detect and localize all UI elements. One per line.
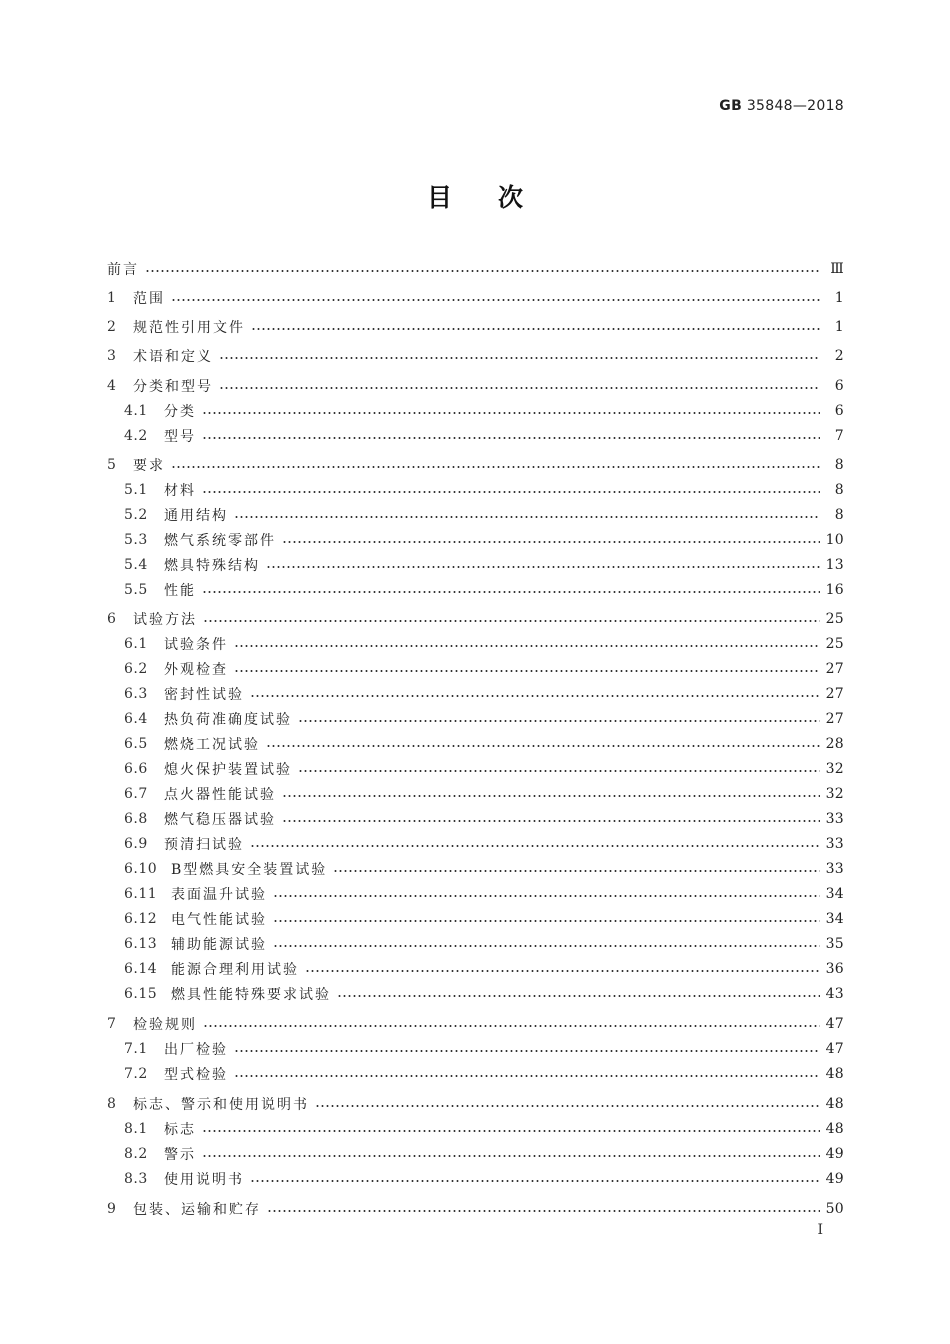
- dot-leader: [202, 491, 820, 493]
- dot-leader: [273, 920, 820, 922]
- toc-entry-label: 分类和型号: [133, 379, 213, 395]
- toc-entry-label: 熄火保护装置试验: [164, 762, 292, 778]
- toc-entry[interactable]: [107, 858, 844, 880]
- toc-entry-label: 燃烧工况试验: [164, 737, 260, 753]
- toc-entry[interactable]: [107, 708, 844, 730]
- toc-entry-number: 6.6: [124, 761, 148, 777]
- dot-leader: [171, 299, 820, 301]
- toc-entry-label: 使用说明书: [164, 1172, 244, 1188]
- toc-entry-page: Ⅲ: [830, 261, 844, 277]
- dot-leader: [202, 1155, 820, 1157]
- standard-number: 35848—2018: [746, 98, 844, 114]
- toc-entry[interactable]: [107, 983, 844, 1005]
- toc-entry[interactable]: [107, 1143, 844, 1165]
- toc-entry-number: 8.2: [124, 1146, 148, 1162]
- toc-entry-number: 6.10: [124, 861, 158, 877]
- toc-entry-label: 型式检验: [164, 1067, 228, 1083]
- toc-entry[interactable]: [107, 633, 844, 655]
- toc-entry-number: 6.8: [124, 811, 148, 827]
- toc-entry-page: 25: [825, 636, 844, 652]
- toc-entry-page: 6: [834, 403, 844, 419]
- toc-entry-label: 警示: [164, 1147, 196, 1163]
- toc-entry[interactable]: [107, 425, 844, 447]
- toc-entry-number: 2: [107, 319, 117, 335]
- toc-entry[interactable]: [107, 883, 844, 905]
- toc-entry[interactable]: [107, 400, 844, 422]
- page-number: I: [817, 1222, 823, 1238]
- toc-entry-label: 分类: [164, 404, 196, 420]
- dot-leader: [202, 1130, 820, 1132]
- toc-entry-number: 6.13: [124, 936, 158, 952]
- toc-entry-number: 4.1: [124, 403, 148, 419]
- toc-entry-page: 28: [825, 736, 844, 752]
- toc-entry-page: 47: [825, 1016, 844, 1032]
- toc-entry-label: 电气性能试验: [171, 912, 267, 928]
- dot-leader: [202, 412, 820, 414]
- toc-entry[interactable]: [107, 375, 844, 397]
- toc-entry-number: 8: [107, 1096, 117, 1112]
- toc-entry-label: 标志、警示和使用说明书: [133, 1097, 309, 1113]
- dot-leader: [250, 845, 820, 847]
- dot-leader: [145, 270, 820, 272]
- toc-entry-number: 9: [107, 1201, 117, 1217]
- toc-entry-label: 标志: [164, 1122, 196, 1138]
- toc-entry-page: 50: [825, 1201, 844, 1217]
- toc-entry-label: 试验条件: [164, 637, 228, 653]
- dot-leader: [315, 1105, 820, 1107]
- toc-entry-page: 7: [834, 428, 844, 444]
- toc-entry-label: 外观检查: [164, 662, 228, 678]
- toc-entry-page: 13: [825, 557, 844, 573]
- toc-entry-page: 34: [825, 886, 844, 902]
- page-title: 目次: [426, 183, 569, 212]
- dot-leader: [250, 1180, 820, 1182]
- toc-entry-number: 7.2: [124, 1066, 148, 1082]
- toc-entry[interactable]: [107, 1093, 844, 1115]
- standard-prefix: GB: [719, 98, 743, 114]
- toc-entry-page: 47: [825, 1041, 844, 1057]
- toc-entry-page: 2: [834, 348, 844, 364]
- toc-entry-page: 33: [825, 836, 844, 852]
- toc-entry-label: 通用结构: [164, 508, 228, 524]
- toc-entry[interactable]: [107, 758, 844, 780]
- dot-leader: [203, 1025, 820, 1027]
- toc-entry-number: 7: [107, 1016, 117, 1032]
- dot-leader: [282, 795, 820, 797]
- toc-entry[interactable]: [107, 783, 844, 805]
- toc-entry-label: 性能: [164, 583, 196, 599]
- toc-entry[interactable]: [107, 1118, 844, 1140]
- toc-entry-label: 试验方法: [133, 612, 197, 628]
- dot-leader: [219, 387, 820, 389]
- toc-entry[interactable]: [107, 608, 844, 630]
- toc-entry-number: 6.4: [124, 711, 148, 727]
- toc-entry-page: 27: [825, 661, 844, 677]
- toc-entry-label: 预清扫试验: [164, 837, 244, 853]
- dot-leader: [266, 566, 820, 568]
- dot-leader: [337, 995, 820, 997]
- toc-entry-page: 49: [825, 1146, 844, 1162]
- dot-leader: [234, 1050, 820, 1052]
- toc-entry-page: 16: [825, 582, 844, 598]
- dot-leader: [234, 670, 820, 672]
- toc-entry[interactable]: [107, 933, 844, 955]
- dot-leader: [273, 945, 820, 947]
- toc-entry-page: 32: [825, 761, 844, 777]
- toc-entry-page: 49: [825, 1171, 844, 1187]
- toc-entry[interactable]: [107, 1013, 844, 1035]
- toc-entry-page: 48: [825, 1121, 844, 1137]
- toc-entry-label: 材料: [164, 483, 196, 499]
- toc-entry-number: 6.15: [124, 986, 158, 1002]
- toc-entry[interactable]: [107, 529, 844, 551]
- toc-entry[interactable]: [107, 345, 844, 367]
- toc-entry-number: 6.7: [124, 786, 148, 802]
- dot-leader: [234, 1075, 820, 1077]
- dot-leader: [333, 870, 819, 872]
- toc-entry-number: 5.1: [124, 482, 148, 498]
- toc-entry[interactable]: [107, 454, 844, 476]
- toc-entry[interactable]: [107, 1168, 844, 1190]
- toc-entry-label: 型号: [164, 429, 196, 445]
- toc-entry-number: 8.3: [124, 1171, 148, 1187]
- dot-leader: [305, 970, 820, 972]
- toc-entry-label: B型燃具安全装置试验: [171, 862, 328, 878]
- toc-entry-number: 6.5: [124, 736, 148, 752]
- toc-entry-number: 6.3: [124, 686, 148, 702]
- dot-leader: [298, 720, 820, 722]
- dot-leader: [202, 591, 820, 593]
- toc-entry-label: 燃气系统零部件: [164, 533, 276, 549]
- standard-code: [719, 98, 844, 114]
- toc-entry-page: 33: [825, 861, 844, 877]
- toc-entry[interactable]: [107, 958, 844, 980]
- toc-entry-number: 6.11: [124, 886, 158, 902]
- dot-leader: [267, 1210, 820, 1212]
- toc-entry-label: 要求: [133, 458, 165, 474]
- toc-entry-page: 27: [825, 711, 844, 727]
- toc-entry-label: 辅助能源试验: [171, 937, 267, 953]
- toc-entry[interactable]: [107, 1038, 844, 1060]
- toc-entry-label: 出厂检验: [164, 1042, 228, 1058]
- toc-entry[interactable]: [107, 808, 844, 830]
- toc-entry[interactable]: [107, 658, 844, 680]
- toc-entry-number: 6.9: [124, 836, 148, 852]
- toc-entry-number: 7.1: [124, 1041, 148, 1057]
- toc-entry-number: 6.2: [124, 661, 148, 677]
- dot-leader: [298, 770, 820, 772]
- toc-entry-page: 33: [825, 811, 844, 827]
- toc-entry-page: 25: [825, 611, 844, 627]
- toc-entry[interactable]: [107, 683, 844, 705]
- toc-entry[interactable]: [107, 1063, 844, 1085]
- toc-entry[interactable]: [107, 554, 844, 576]
- dot-leader: [202, 437, 820, 439]
- toc-entry-page: 8: [834, 507, 844, 523]
- dot-leader: [282, 541, 820, 543]
- toc-entry-number: 6.14: [124, 961, 158, 977]
- toc-entry-label: 密封性试验: [164, 687, 244, 703]
- toc-entry-label: 燃气稳压器试验: [164, 812, 276, 828]
- toc-entry-page: 48: [825, 1066, 844, 1082]
- dot-leader: [273, 895, 820, 897]
- toc-entry-label: 表面温升试验: [171, 887, 267, 903]
- toc-entry-page: 8: [834, 482, 844, 498]
- toc-entry-page: 34: [825, 911, 844, 927]
- toc-entry-number: 5: [107, 457, 117, 473]
- toc-entry-label: 热负荷准确度试验: [164, 712, 292, 728]
- toc-entry-number: 5.4: [124, 557, 148, 573]
- dot-leader: [234, 645, 820, 647]
- dot-leader: [171, 466, 820, 468]
- toc-entry-label: 包装、运输和贮存: [133, 1202, 261, 1218]
- toc-entry[interactable]: [107, 258, 844, 280]
- toc-entry-label: 术语和定义: [133, 349, 213, 365]
- dot-leader: [234, 516, 820, 518]
- toc-entry-number: 6: [107, 611, 117, 627]
- toc-entry[interactable]: [107, 504, 844, 526]
- toc-entry-number: 1: [107, 290, 117, 306]
- toc-entry-number: 5.3: [124, 532, 148, 548]
- toc-entry-label: 检验规则: [133, 1017, 197, 1033]
- toc-entry-number: 4.2: [124, 428, 148, 444]
- dot-leader: [219, 357, 820, 359]
- toc-entry-page: 10: [825, 532, 844, 548]
- toc-entry-page: 32: [825, 786, 844, 802]
- toc-entry-page: 1: [834, 319, 844, 335]
- toc-entry[interactable]: [107, 833, 844, 855]
- toc-entry-label: 规范性引用文件: [133, 320, 245, 336]
- toc-entry-number: 5.5: [124, 582, 148, 598]
- toc-entry-label: 前言: [107, 262, 139, 278]
- toc-entry-number: 8.1: [124, 1121, 148, 1137]
- toc-entry[interactable]: [107, 733, 844, 755]
- dot-leader: [203, 620, 820, 622]
- toc-entry[interactable]: [107, 579, 844, 601]
- toc-entry-number: 6.12: [124, 911, 158, 927]
- toc-entry-page: 6: [834, 378, 844, 394]
- dot-leader: [282, 820, 820, 822]
- toc-entry-label: 范围: [133, 291, 165, 307]
- toc-entry[interactable]: [107, 908, 844, 930]
- toc-entry-number: 5.2: [124, 507, 148, 523]
- toc-entry-page: 27: [825, 686, 844, 702]
- dot-leader: [250, 695, 820, 697]
- toc-entry-label: 能源合理利用试验: [171, 962, 299, 978]
- toc-entry-page: 35: [825, 936, 844, 952]
- toc-entry-label: 点火器性能试验: [164, 787, 276, 803]
- toc-entry[interactable]: [107, 1198, 844, 1220]
- toc-entry-number: 3: [107, 348, 117, 364]
- toc-entry-page: 48: [825, 1096, 844, 1112]
- toc-entry-page: 36: [825, 961, 844, 977]
- toc-entry-page: 1: [834, 290, 844, 306]
- toc-entry-page: 8: [834, 457, 844, 473]
- toc-entry-label: 燃具特殊结构: [164, 558, 260, 574]
- dot-leader: [251, 328, 820, 330]
- toc-entry[interactable]: [107, 316, 844, 338]
- toc-entry-number: 6.1: [124, 636, 148, 652]
- toc-entry[interactable]: [107, 287, 844, 309]
- toc-entry-label: 燃具性能特殊要求试验: [171, 987, 331, 1003]
- toc-entry-number: 4: [107, 378, 117, 394]
- toc-entry-page: 43: [825, 986, 844, 1002]
- dot-leader: [266, 745, 820, 747]
- toc-entry[interactable]: [107, 479, 844, 501]
